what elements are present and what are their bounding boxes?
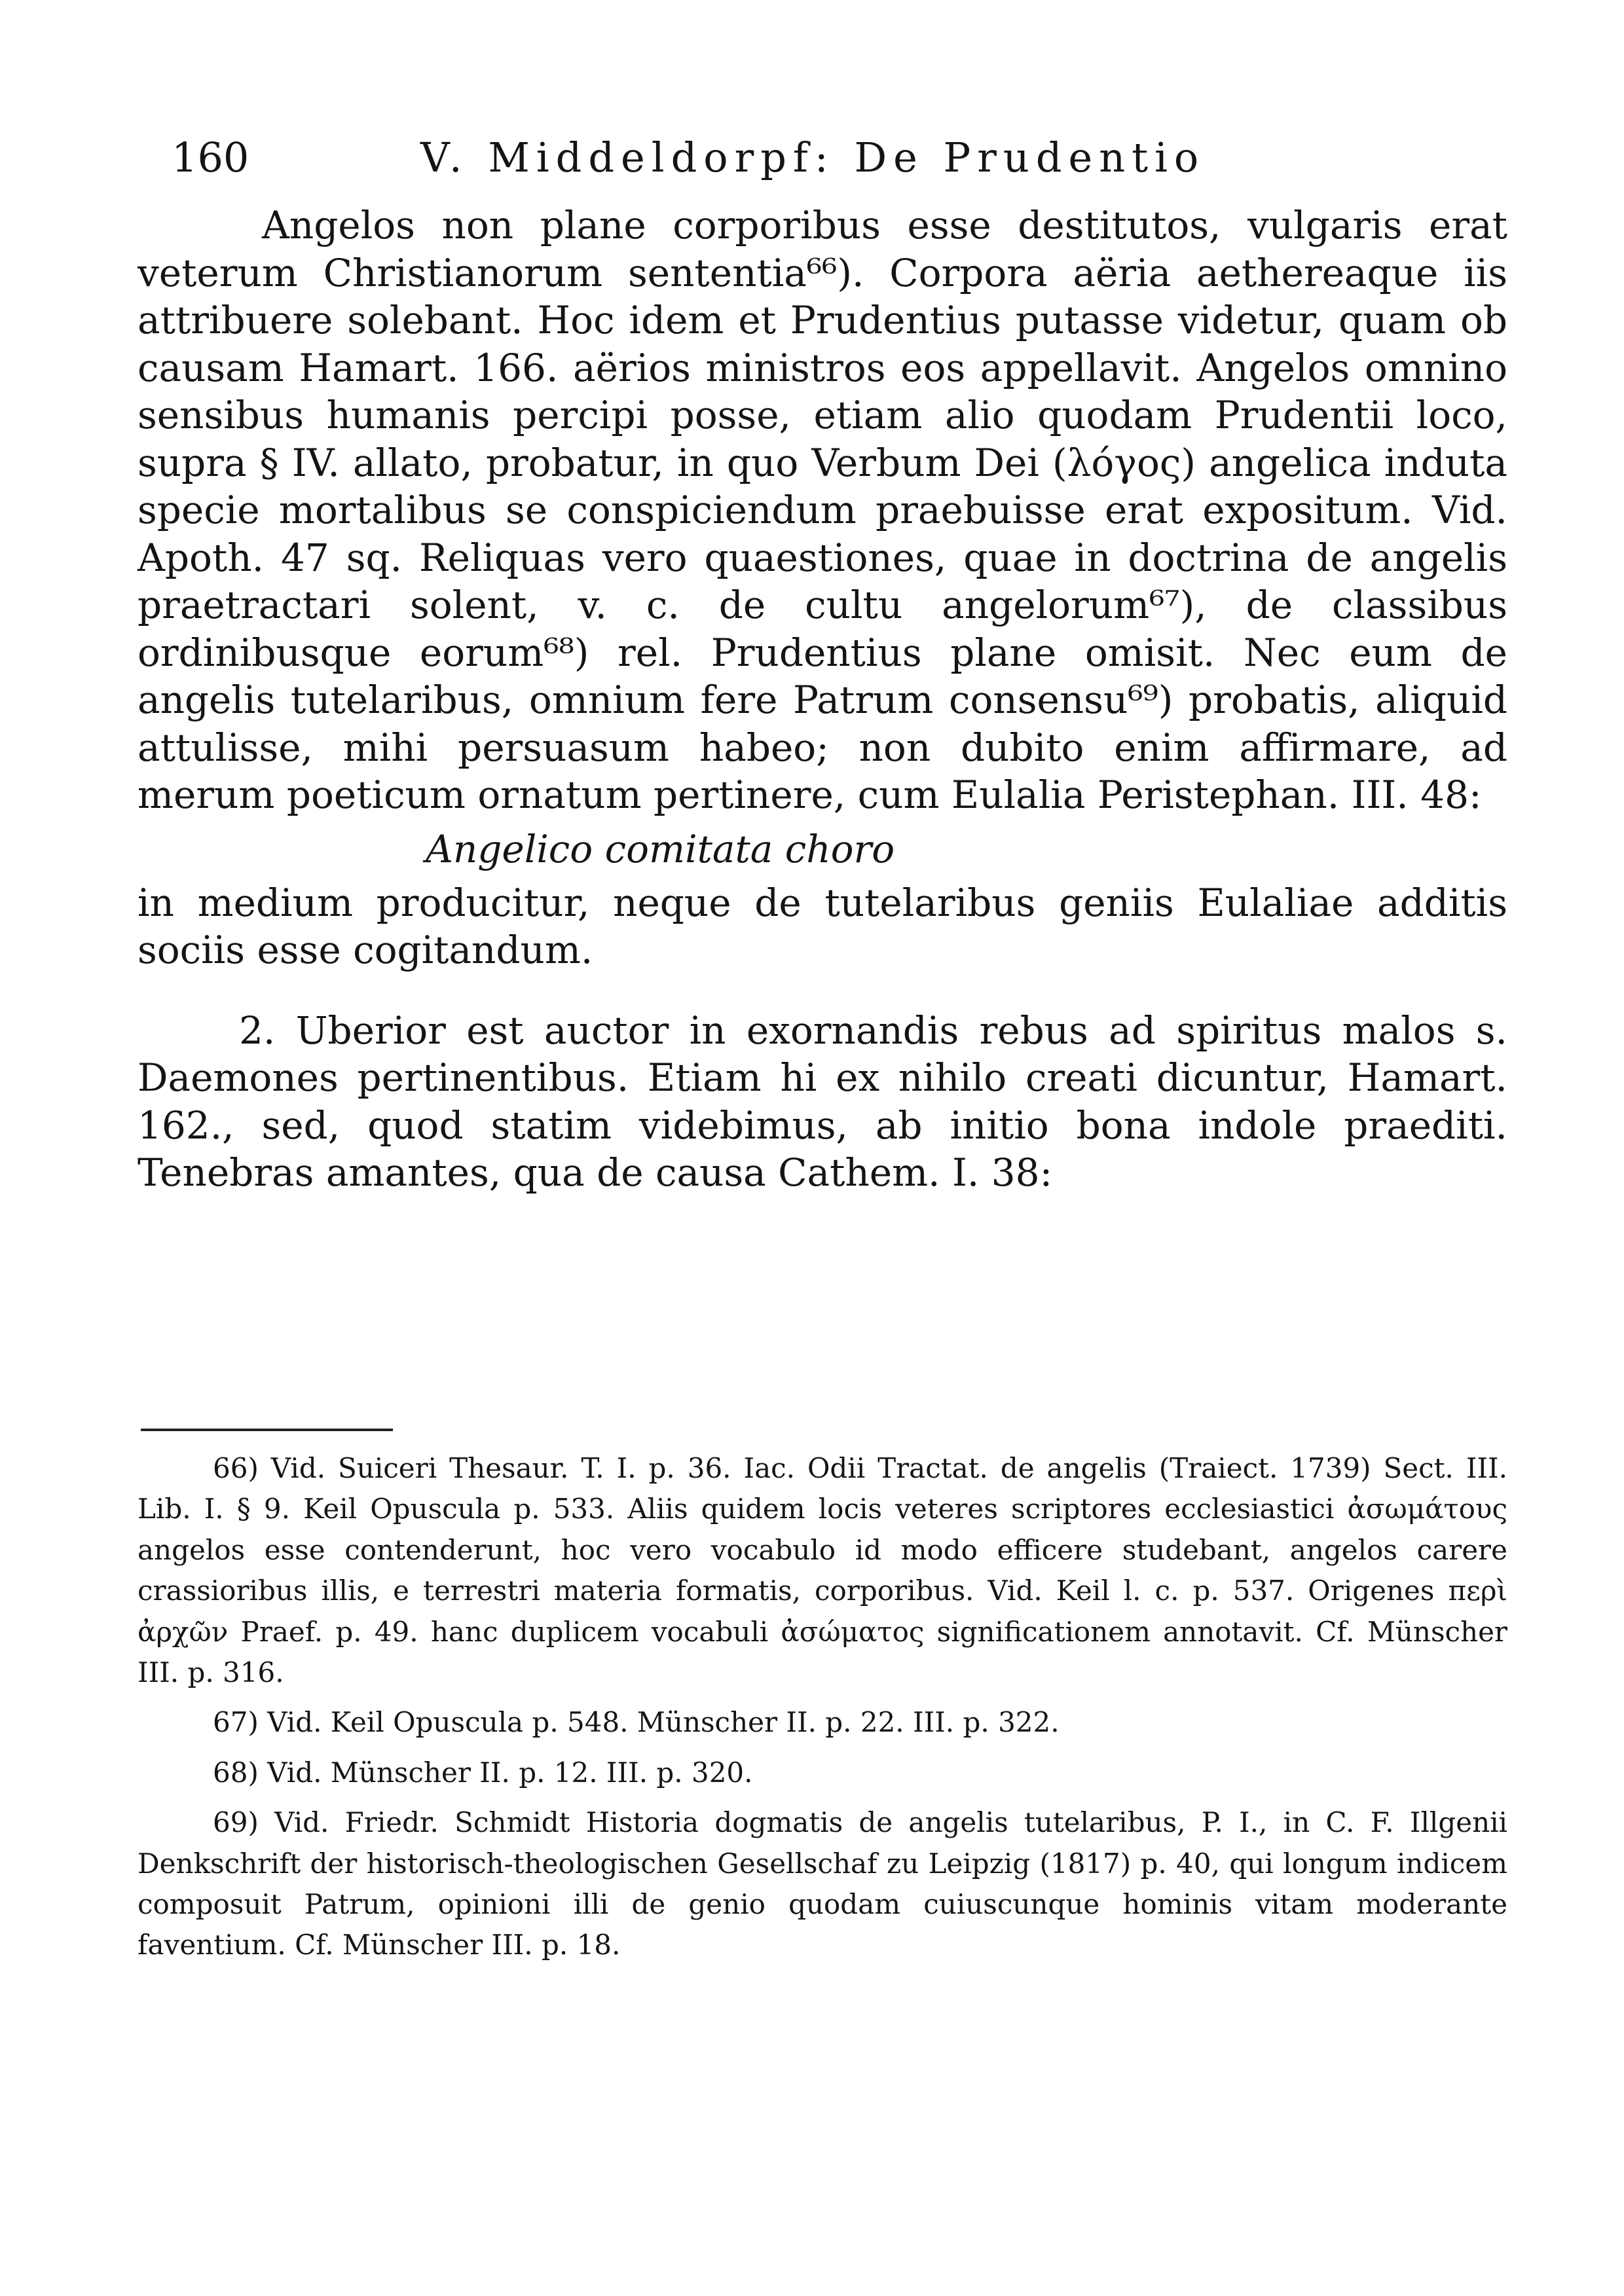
paragraph-angels: Angelos non plane corporibus esse destitutos, vulgaris erat veterum Christianorum sententia⁶⁶). Corpora aëria aethereaque iis attribuere solebant. Hoc idem et Prudentius putasse videtur, quam ob causam Hamart. 166. aërios ministros eos appellavit. Angelos omnino sensibus humanis percipi posse, etiam alio quodam Prudentii loco, supra § IV. allato, probatur, in quo Verbum Dei (λόγος) angelica induta specie mortalibus se conspiciendum praebuisse erat expositum. Vid. Apoth. 47 sq. Reliquas vero quaestiones, quae in doctrina de angelis praetractari solent, v. c. de cultu angelorum⁶⁷), de classibus ordinibusque eorum⁶⁸) rel. Prudentius plane omisit. Nec eum de angelis tutelaribus, omnium fere Patrum consensu⁶⁹) probatis, aliquid attulisse, mihi persuasum habeo; non dubito enim affirmare, ad merum poeticum ornatum pertinere, cum Eulalia Peristephan. III. 48: (138, 203, 1507, 817)
running-head: V. Middeldorpf: De Prudentio (420, 134, 1206, 181)
footnote-68: 68) Vid. Münscher II. p. 12. III. p. 320. (213, 1756, 753, 1789)
verse-quotation: Angelico comitata choro (426, 826, 895, 871)
footnote-66: 66) Vid. Suiceri Thesaur. T. I. p. 36. Iac. Odii Tractat. de angelis (Traiect. 1739) Sect. III. Lib. I. § 9. Keil Opuscula p. 533. Aliis quidem locis veteres scriptores ecclesiastici ἀσωμάτους angelos esse contenderunt, hoc vero vocabulo id modo efficere studebant, angelos carere crassioribus illis, e terrestri materia formatis, corporibus. Vid. Keil l. c. p. 537. Origenes περὶ ἀρχῶν Praef. p. 49. hanc duplicem vocabuli ἀσώματος significationem annotavit. Cf. Münscher III. p. 316. (138, 1452, 1507, 1689)
footnote-69: 69) Vid. Friedr. Schmidt Historia dogmatis de angelis tutelaribus, P. I., in C. F. Illgenii Denkschrift der historisch-theologischen Gesellschaf zu Leipzig (1817) p. 40, qui longum indicem composuit Patrum, opinioni illi de genio quodam cuiuscunque hominis vitam moderante faventium. Cf. Münscher III. p. 18. (138, 1806, 1507, 1961)
paragraph-continuation: in medium producitur, neque de tutelaribus geniis Eulaliae additis sociis esse cogitandum. (138, 880, 1507, 972)
main-text (138, 202, 1507, 1197)
footnote-67: 67) Vid. Keil Opuscula p. 548. Münscher II. p. 22. III. p. 322. (213, 1706, 1060, 1739)
footnotes (138, 1448, 1507, 1966)
page-number: 160 (172, 134, 249, 181)
paragraph-daemones: 2. Uberior est auctor in exornandis rebus ad spiritus malos s. Daemones pertinentibus. Etiam hi ex nihilo creati dicuntur, Hamart. 162., sed, quod statim videbimus, ab initio bona indole praediti. Tenebras amantes, qua de causa Cathem. I. 38: (138, 1008, 1507, 1195)
page-header (172, 128, 1481, 187)
footnote-divider (141, 1429, 393, 1431)
